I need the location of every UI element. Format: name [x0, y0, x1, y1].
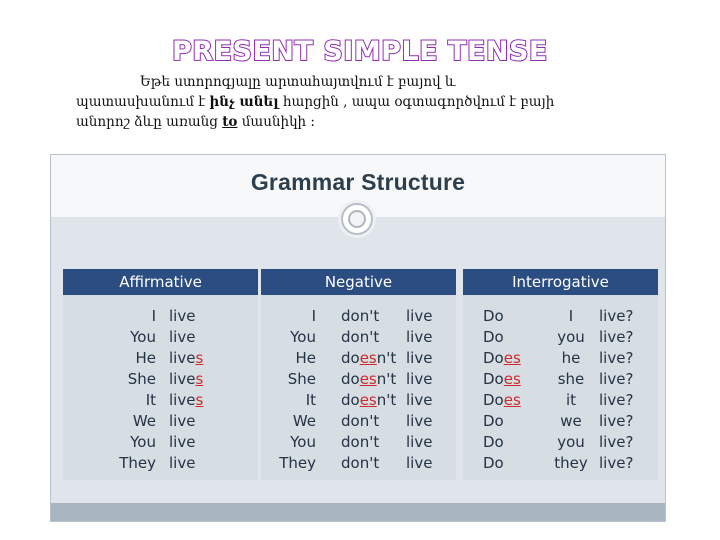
auxiliary-es: es [503, 391, 521, 409]
verb-base: live [169, 307, 196, 325]
auxiliary-cell [483, 391, 521, 409]
auxiliary-nt: n't [376, 349, 397, 367]
table-row [463, 454, 658, 475]
table-row [261, 328, 456, 349]
auxiliary-word: don't [341, 307, 380, 325]
para-to-word: to [222, 114, 238, 130]
auxiliary-cell [483, 454, 504, 472]
verb-cell: live? [599, 412, 634, 430]
subject-cell: we [560, 412, 582, 430]
subject-cell: I [568, 307, 574, 325]
auxiliary-cell [341, 391, 396, 409]
subject-cell: they [554, 454, 588, 472]
auxiliary-do: do [341, 370, 360, 388]
auxiliary-cell [483, 412, 504, 430]
verb-cell [169, 307, 195, 325]
auxiliary-word: Do [483, 307, 504, 325]
auxiliary-es: es [503, 370, 521, 388]
subject-cell: I [311, 307, 316, 325]
auxiliary-cell [483, 349, 521, 367]
verb-cell: live [406, 328, 433, 346]
table-row [261, 370, 456, 391]
verb-cell: live [406, 391, 433, 409]
circle-ornament [341, 203, 373, 235]
verb-base: live [169, 454, 196, 472]
auxiliary-cell [341, 328, 379, 346]
table-row [63, 454, 258, 475]
subject-cell: he [561, 349, 581, 367]
affirmative-header: Affirmative [63, 269, 258, 295]
auxiliary-cell [341, 349, 396, 367]
interrogative-header: Interrogative [463, 269, 658, 295]
table-row [63, 391, 258, 412]
negative-panel [261, 269, 456, 480]
table-row [63, 307, 258, 328]
verb-cell: live? [599, 307, 634, 325]
verb-base: live [169, 328, 196, 346]
auxiliary-do: do [341, 349, 360, 367]
description-paragraph [76, 72, 636, 132]
interrogative-panel [463, 269, 658, 480]
verb-cell: live? [599, 328, 634, 346]
table-row [463, 433, 658, 454]
subject-cell: He [295, 349, 316, 367]
subject-cell: She [127, 370, 156, 388]
verb-cell [169, 328, 195, 346]
auxiliary-cell [341, 412, 379, 430]
verb-cell: live? [599, 454, 634, 472]
auxiliary-cell [341, 307, 379, 325]
auxiliary-do: Do [483, 349, 504, 367]
verb-suffix-s: s [195, 370, 204, 388]
verb-cell [169, 349, 203, 367]
verb-cell: live [406, 454, 433, 472]
auxiliary-cell [483, 370, 521, 388]
auxiliary-es: es [359, 349, 377, 367]
verb-cell [169, 412, 195, 430]
auxiliary-word: don't [341, 433, 380, 451]
subject-cell: They [279, 454, 316, 472]
auxiliary-do: Do [483, 370, 504, 388]
auxiliary-word: Do [483, 433, 504, 451]
subject-cell: We [292, 412, 316, 430]
auxiliary-cell [483, 307, 504, 325]
auxiliary-cell [483, 433, 504, 451]
table-row [261, 349, 456, 370]
para-line-3a: անորոշ ձևը առանց [76, 114, 223, 130]
para-line-2b: ինչ անել [209, 94, 279, 110]
auxiliary-cell [483, 328, 504, 346]
subject-cell: You [130, 328, 156, 346]
subject-cell: She [287, 370, 316, 388]
table-row [63, 412, 258, 433]
table-row [261, 391, 456, 412]
verb-cell: live [406, 433, 433, 451]
subject-cell: it [565, 391, 577, 409]
verb-cell: live [406, 412, 433, 430]
para-line-3b: մասնիկի : [237, 114, 315, 130]
auxiliary-word: Do [483, 454, 504, 472]
verb-cell [169, 454, 195, 472]
table-row [463, 328, 658, 349]
table-row [463, 349, 658, 370]
table-row [463, 391, 658, 412]
subject-cell: You [130, 433, 156, 451]
table-row [261, 454, 456, 475]
verb-base: live [169, 370, 196, 388]
auxiliary-word: Do [483, 412, 504, 430]
subject-cell: you [557, 433, 585, 451]
subject-cell: It [145, 391, 156, 409]
table-row [261, 307, 456, 328]
affirmative-panel [63, 269, 258, 480]
auxiliary-word: don't [341, 412, 380, 430]
table-row [463, 412, 658, 433]
verb-base: live [169, 433, 196, 451]
auxiliary-do: do [341, 391, 360, 409]
table-row [63, 433, 258, 454]
subject-cell: You [290, 328, 316, 346]
verb-cell [169, 433, 195, 451]
verb-cell: live [406, 370, 433, 388]
verb-cell: live [406, 349, 433, 367]
auxiliary-do: Do [483, 391, 504, 409]
table-row [463, 370, 658, 391]
subject-cell: They [119, 454, 156, 472]
table-row [261, 412, 456, 433]
subject-cell: We [132, 412, 156, 430]
verb-cell: live? [599, 370, 634, 388]
card-title: Grammar Structure [250, 169, 466, 195]
para-line-2a: պատասխանում է [76, 94, 210, 110]
auxiliary-word: Do [483, 328, 504, 346]
card-bottom-bar [51, 503, 665, 521]
subject-cell: I [151, 307, 156, 325]
verb-base: live [169, 391, 196, 409]
circle-ornament-inner [348, 210, 366, 228]
verb-cell: live? [599, 349, 634, 367]
verb-cell: live? [599, 433, 634, 451]
table-row [261, 433, 456, 454]
auxiliary-nt: n't [376, 370, 397, 388]
subject-cell: He [135, 349, 156, 367]
auxiliary-cell [341, 370, 396, 388]
verb-cell [169, 370, 203, 388]
subject-cell: You [290, 433, 316, 451]
verb-base: live [169, 349, 196, 367]
auxiliary-word: don't [341, 328, 380, 346]
page-title: PRESENT SIMPLE TENSE [172, 36, 548, 67]
auxiliary-nt: n't [376, 391, 397, 409]
auxiliary-es: es [359, 391, 377, 409]
table-row [63, 349, 258, 370]
negative-header: Negative [261, 269, 456, 295]
table-row [63, 370, 258, 391]
verb-cell: live? [599, 391, 634, 409]
auxiliary-es: es [359, 370, 377, 388]
verb-base: live [169, 412, 196, 430]
subject-cell: she [557, 370, 585, 388]
auxiliary-cell [341, 433, 379, 451]
verb-cell: live [406, 307, 433, 325]
auxiliary-word: don't [341, 454, 380, 472]
para-line-1: Եթե ստորոգյալը արտահայտվում է բայով և [140, 74, 456, 90]
verb-cell [169, 391, 203, 409]
verb-suffix-s: s [195, 349, 204, 367]
auxiliary-es: es [503, 349, 521, 367]
subject-cell: It [305, 391, 316, 409]
table-row [463, 307, 658, 328]
grammar-card [50, 154, 666, 522]
table-row [63, 328, 258, 349]
auxiliary-cell [341, 454, 379, 472]
para-line-2c: հարցին , ապա օգտագործվում է բայի [278, 94, 555, 110]
verb-suffix-s: s [195, 391, 204, 409]
subject-cell: you [557, 328, 585, 346]
